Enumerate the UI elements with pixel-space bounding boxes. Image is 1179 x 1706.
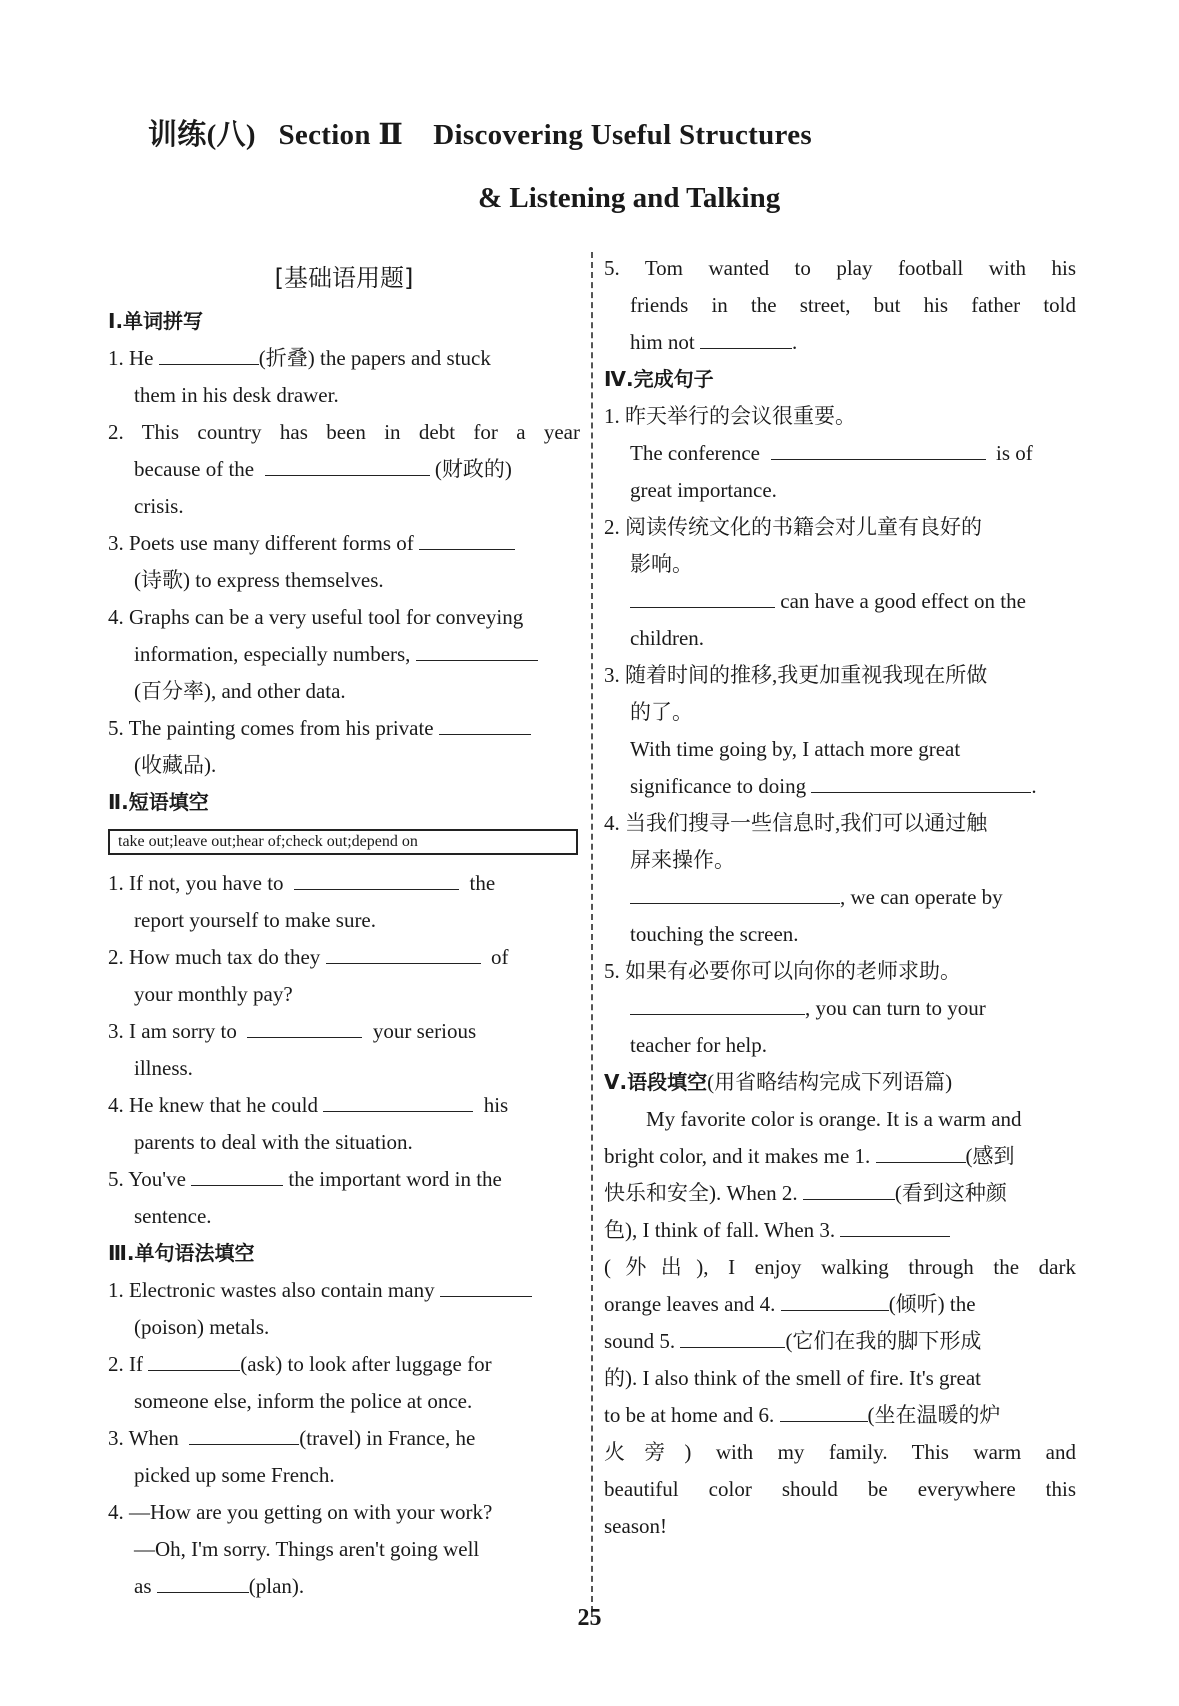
question-line: 1. If not, you have to the — [108, 865, 580, 902]
answer-blank[interactable] — [440, 1274, 532, 1297]
word-bank-box: take out;leave out;hear of;check out;depend on — [108, 829, 578, 855]
passage-line: 的). I also think of the smell of fire. It's great — [604, 1366, 982, 1390]
question-line: children. — [630, 626, 705, 650]
section-heading: [基础语用题] — [274, 264, 414, 292]
answer-blank[interactable] — [876, 1140, 966, 1163]
question-line: 屏来操作。 — [630, 848, 735, 872]
answer-blank[interactable] — [630, 992, 805, 1015]
question-line: someone else, inform the police at once. — [134, 1389, 473, 1413]
page-title-line2: & Listening and Talking — [478, 182, 781, 214]
passage-line: 色), I think of fall. When 3. — [604, 1212, 1076, 1249]
section-title-4: Ⅳ.完成句子 — [604, 367, 714, 391]
question-line: (诗歌) to express themselves. — [134, 568, 384, 592]
question-line: 4. Graphs can be a very useful tool for conveying — [108, 605, 524, 629]
answer-blank[interactable] — [323, 1089, 473, 1112]
answer-blank[interactable] — [781, 1288, 889, 1311]
answer-blank[interactable] — [191, 1163, 283, 1186]
answer-blank[interactable] — [811, 770, 1031, 793]
answer-blank[interactable] — [700, 326, 792, 349]
answer-blank[interactable] — [630, 585, 775, 608]
question-line: 5. Tom wanted to play football with his — [604, 256, 1076, 280]
section-title-2: Ⅱ.短语填空 — [108, 790, 209, 814]
question-line: 的了。 — [630, 700, 693, 724]
answer-blank[interactable] — [803, 1177, 895, 1200]
question-line: 1. 昨天举行的会议很重要。 — [604, 404, 856, 428]
passage-line: beautiful color should be everywhere this — [604, 1477, 1076, 1501]
question-line: 2. If (ask) to look after luggage for — [108, 1346, 580, 1383]
question-line: your monthly pay? — [134, 982, 293, 1006]
question-line: (收藏品). — [134, 753, 217, 777]
passage-line: to be at home and 6. (坐在温暖的炉 — [604, 1397, 1076, 1434]
question-line: —Oh, I'm sorry. Things aren't going well — [134, 1537, 480, 1561]
question-line: information, especially numbers, — [108, 636, 580, 673]
question-line: great importance. — [630, 478, 777, 502]
question-line: crisis. — [134, 494, 184, 518]
question-line: as (plan). — [108, 1568, 580, 1605]
question-line: 3. 随着时间的推移,我更加重视我现在所做 — [604, 663, 988, 687]
question-line: 1. He (折叠) the papers and stuck — [108, 340, 580, 377]
answer-blank[interactable] — [416, 638, 538, 661]
question-line: 2. This country has been in debt for a year — [108, 420, 580, 444]
question-line: 3. Poets use many different forms of — [108, 525, 580, 562]
section-title-5: Ⅴ.语段填空(用省略结构完成下列语篇) — [604, 1070, 953, 1094]
question-line: 影响。 — [630, 552, 693, 576]
question-line: 4. 当我们搜寻一些信息时,我们可以通过触 — [604, 811, 988, 835]
question-line: The conference is of — [604, 435, 1076, 472]
section-title-3: Ⅲ.单句语法填空 — [108, 1241, 255, 1265]
answer-blank[interactable] — [247, 1015, 362, 1038]
answer-blank[interactable] — [771, 437, 986, 460]
question-line: (百分率), and other data. — [134, 679, 346, 703]
page-title-line1: 训练(八) Section Ⅱ Discovering Useful Structures — [148, 119, 812, 151]
question-line: can have a good effect on the — [604, 583, 1076, 620]
answer-blank[interactable] — [294, 867, 459, 890]
question-line: him not . — [604, 324, 1076, 361]
question-line: 2. 阅读传统文化的书籍会对儿童有良好的 — [604, 515, 982, 539]
question-line: 3. When (travel) in France, he — [108, 1420, 580, 1457]
passage-line: sound 5. (它们在我的脚下形成 — [604, 1323, 1076, 1360]
page-number: 25 — [577, 1605, 602, 1631]
passage-line: (外出), I enjoy walking through the dark — [604, 1255, 1076, 1279]
question-line: sentence. — [134, 1204, 212, 1228]
answer-blank[interactable] — [157, 1570, 249, 1593]
question-line: because of the (财政的) — [108, 451, 580, 488]
passage-line: My favorite color is orange. It is a warm and — [646, 1107, 1022, 1131]
question-line: 2. How much tax do they of — [108, 939, 580, 976]
question-line: 3. I am sorry to your serious — [108, 1013, 580, 1050]
question-line: , you can turn to your — [604, 990, 1076, 1027]
question-line: 4. He knew that he could his — [108, 1087, 580, 1124]
answer-blank[interactable] — [326, 941, 481, 964]
question-line: parents to deal with the situation. — [134, 1130, 413, 1154]
question-line: 1. Electronic wastes also contain many — [108, 1272, 580, 1309]
passage-line: season! — [604, 1514, 667, 1538]
answer-blank[interactable] — [148, 1348, 240, 1371]
question-line: 5. 如果有必要你可以向你的老师求助。 — [604, 959, 961, 983]
question-line: illness. — [134, 1056, 193, 1080]
answer-blank[interactable] — [419, 527, 515, 550]
left-column — [108, 260, 580, 1605]
answer-blank[interactable] — [630, 881, 840, 904]
question-line: picked up some French. — [134, 1463, 335, 1487]
question-line: 4. —How are you getting on with your work? — [108, 1500, 493, 1524]
question-line: 5. You've the important word in the — [108, 1161, 580, 1198]
passage-line: 火旁) with my family. This warm and — [604, 1440, 1076, 1464]
passage-line: bright color, and it makes me 1. (感到 — [604, 1138, 1076, 1175]
question-line: them in his desk drawer. — [134, 383, 339, 407]
section-title-1: Ⅰ.单词拼写 — [108, 309, 204, 333]
question-line: significance to doing . — [604, 768, 1076, 805]
question-line: 5. The painting comes from his private — [108, 710, 580, 747]
question-line: , we can operate by — [604, 879, 1076, 916]
passage-line: orange leaves and 4. (倾听) the — [604, 1286, 1076, 1323]
question-line: With time going by, I attach more great — [630, 737, 961, 761]
answer-blank[interactable] — [780, 1399, 868, 1422]
question-line: teacher for help. — [630, 1033, 768, 1057]
question-line: touching the screen. — [630, 922, 799, 946]
passage-line: 快乐和安全). When 2. (看到这种颜 — [604, 1175, 1076, 1212]
question-line: (poison) metals. — [134, 1315, 270, 1339]
answer-blank[interactable] — [680, 1325, 785, 1348]
answer-blank[interactable] — [159, 342, 259, 365]
question-line: friends in the street, but his father told — [630, 293, 1076, 317]
answer-blank[interactable] — [439, 712, 531, 735]
answer-blank[interactable] — [840, 1214, 950, 1237]
right-column — [604, 250, 1076, 1545]
answer-blank[interactable] — [265, 453, 430, 476]
answer-blank[interactable] — [189, 1422, 299, 1445]
question-line: report yourself to make sure. — [134, 908, 377, 932]
column-divider — [591, 252, 593, 1612]
